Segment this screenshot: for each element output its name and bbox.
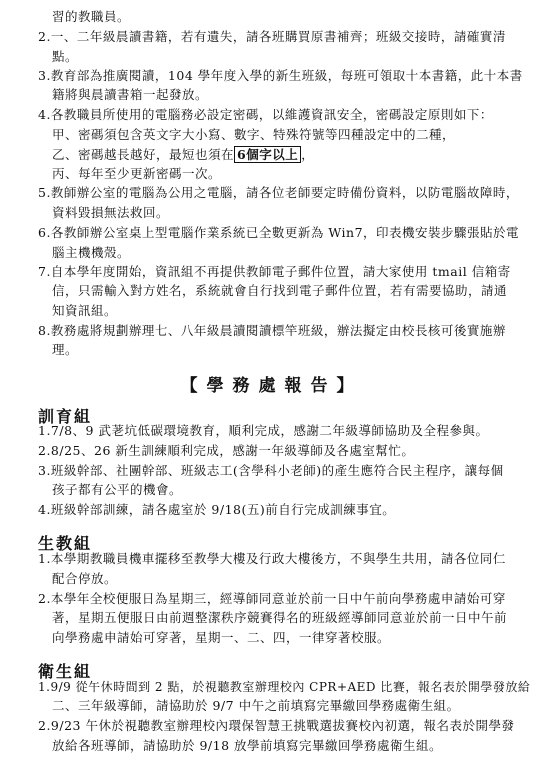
list-item-3: 3.教育部為推廣閱讀，104 學年度入學的新生班級，每班可領取十本書籍，此十本書 <box>38 68 523 83</box>
list-item-4-b-end: ， <box>301 147 315 162</box>
report-title: 【學務處報告】 <box>180 376 363 396</box>
list-item-4-a: 甲、密碼須包含英文字大小寫、數字、特殊符號等四種設定中的二種， <box>52 127 456 142</box>
min-length-box: 6個字以上 <box>234 146 301 163</box>
list-item-4: 4.各教職員所使用的電腦務必設定密碼，以維護資訊安全，密碼設定原則如下： <box>38 107 493 122</box>
list-item-8: 8.教務處將規劃辦理七、八年級晨讀閱讀標竿班級，辦法擬定由校長核可後實施辦 <box>38 323 506 338</box>
list-item: 3.班級幹部、社團幹部、班級志工(含學科小老師)的產生應符合民主程序，讓每個 <box>38 463 504 478</box>
list-item: 1.本學期教職員機車擺移至教學大樓及行政大樓後方，不與學生共用，請各位同仁 <box>38 551 506 566</box>
list-item-cont: 孩子都有公平的機會。 <box>52 482 183 497</box>
list-item-3-cont: 籍將與晨讀書箱一起發放。 <box>52 87 209 102</box>
section-heading: 生教組 <box>38 534 93 553</box>
list-item-6-cont: 腦主機機殼。 <box>52 245 131 260</box>
list-item: 2.9/23 午休於視聽教室辦理校內環保智慧王挑戰選拔賽校內初選，報名表於開學發 <box>38 718 515 733</box>
list-item-7: 7.自本學年度開始，資訊組不再提供教師電子郵件位置，請大家使用 tmail 信箱寄 <box>38 264 511 279</box>
list-item: 1.9/9 從午休時間到 2 點，於視聽教室辦理校內 CPR+AED 比賽，報名表於開學發放給 <box>38 680 531 694</box>
list-item-4-b <box>52 147 314 163</box>
list-item-4-c: 丙、每年至少更新密碼一次。 <box>52 166 222 181</box>
list-item-cont: 配合停放。 <box>52 571 118 586</box>
list-item-cont: 放給各班導師，請協助於 9/18 放學前填寫完畢繳回學務處衛生組。 <box>52 738 443 753</box>
list-item: 2.本學年全校便服日為星期三，經導師同意並於前一日中午前向學務處申請始可穿 <box>38 591 506 606</box>
list-item-cont: 向學務處申請始可穿著，星期一、二、四，一律穿著校服。 <box>52 630 391 645</box>
list-item-7-cont: 信，只需輸入對方姓名，系統就會自行找到電子郵件位置，若有需要協助，請通 <box>52 283 508 298</box>
list-item: 2.8/25、26 新生訓練順利完成，感謝一年級導師及各處室幫忙。 <box>38 443 415 458</box>
list-item-4-b-text: 乙、密碼越長越好，最短也須在 <box>52 147 235 162</box>
list-item-5-cont: 資料毀損無法救回。 <box>52 205 170 220</box>
list-item-2-cont: 點。 <box>52 49 79 64</box>
text-line: 習的教職員。 <box>52 9 131 24</box>
list-item-7-cont2: 知資訊組。 <box>52 303 118 318</box>
list-item: 4.班級幹部訓練，請各處室於 9/18(五)前自行完成訓練事宜。 <box>38 502 396 517</box>
list-item-cont: 二、三年級導師，請協助於 9/7 中午之前填寫完畢繳回學務處衛生組。 <box>52 698 460 713</box>
section-heading: 衛生組 <box>38 662 93 681</box>
list-item-5: 5.教師辦公室的電腦為公用之電腦，請各位老師要定時備份資料，以防電腦故障時， <box>38 185 519 200</box>
list-item-6: 6.各教師辦公室桌上型電腦作業系統已全數更新為 Win7，印表機安裝步驟張貼於電 <box>38 225 520 240</box>
section-heading: 訓育組 <box>38 407 93 426</box>
list-item-cont: 著，星期五便服日由前週整潔秩序競賽得名的班級經導師同意並於前一日中午前 <box>52 610 508 625</box>
list-item: 1.7/8、9 武荖坑低碳環境教育，順利完成，感謝二年級導師協助及全程參與。 <box>38 423 489 438</box>
list-item-8-cont: 理。 <box>52 342 79 357</box>
list-item-2: 2.一、二年級晨讀書籍，若有遺失，請各班購買原書補齊；班級交接時，請確實清 <box>38 29 506 44</box>
